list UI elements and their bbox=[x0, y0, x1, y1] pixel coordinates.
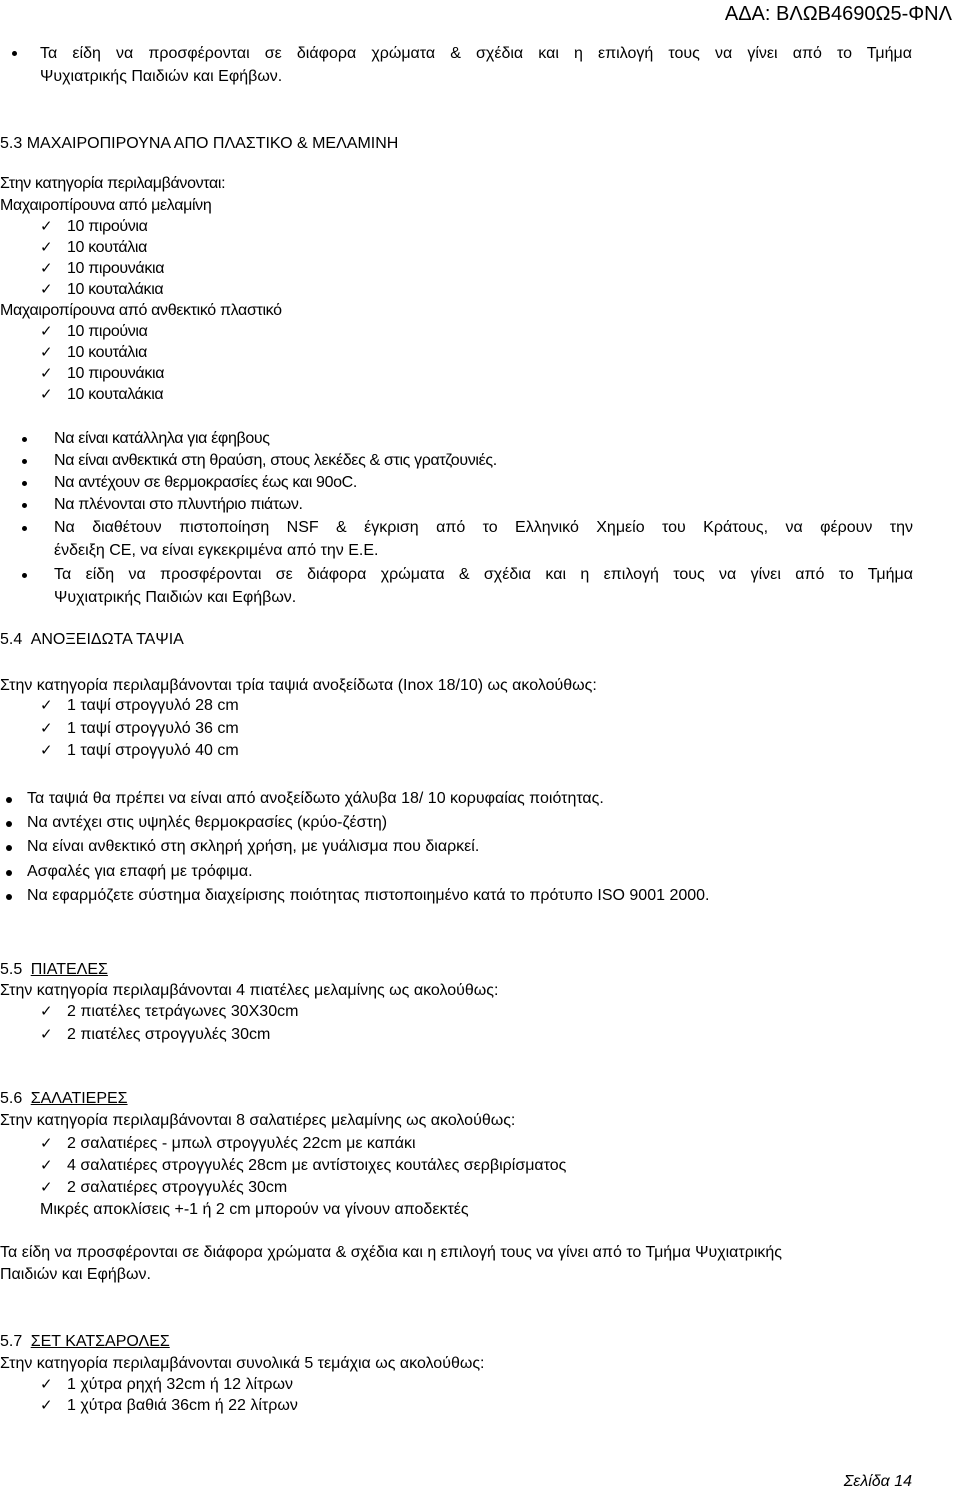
check-icon: ✓ bbox=[40, 238, 53, 256]
list-item: 4 σαλατιέρες στρογγυλές 28cm με αντίστοιχες κουτάλες σερβιρίσματος bbox=[67, 1157, 567, 1174]
list-item: 2 πιατέλες στρογγυλές 30cm bbox=[67, 1026, 271, 1043]
check-icon: ✓ bbox=[40, 217, 53, 235]
list-item: 10 κουταλάκια bbox=[67, 386, 164, 403]
section-number: 5.6 bbox=[0, 1090, 23, 1107]
list-item: 2 σαλατιέρες στρογγυλές 30cm bbox=[67, 1179, 288, 1196]
list-item-colors-line-2: Ψυχιατρικής Παιδιών και Εφήβων. bbox=[54, 589, 297, 606]
group-melamine-title: Μαχαιροπίρουνα από μελαμίνη bbox=[0, 197, 212, 214]
list-item: Να εφαρμόζετε σύστημα διαχείρισης ποιότητας πιστοποιημένο κατά το πρότυπο ISO 9001 2000. bbox=[27, 887, 710, 904]
list-item: 1 ταψί στρογγυλό 36 cm bbox=[67, 720, 239, 737]
check-icon: ✓ bbox=[40, 1025, 53, 1043]
list-item: 10 πιρούνια bbox=[67, 323, 148, 340]
bullet-dot bbox=[6, 821, 12, 827]
list-item: Να είναι ανθεκτικό στη σκληρή χρήση, με γυάλισμα που διαρκεί. bbox=[27, 838, 480, 855]
list-item: 1 ταψί στρογγυλό 28 cm bbox=[67, 697, 239, 714]
page-number: Σελίδα 14 bbox=[843, 1473, 912, 1490]
check-icon: ✓ bbox=[40, 741, 53, 759]
section-5-6-title bbox=[0, 1089, 128, 1108]
bullet-dot bbox=[6, 894, 12, 900]
list-item: 10 πιρουνάκια bbox=[67, 365, 165, 382]
tolerance-note: Μικρές αποκλίσεις +-1 ή 2 cm μπορούν να γίνουν αποδεκτές bbox=[40, 1201, 469, 1218]
colors-note-line-2: Παιδιών και Εφήβων. bbox=[0, 1266, 151, 1283]
list-item-nsf-line-1: Να διαθέτουν πιστοποίηση NSF & έγκριση από το Ελληνικό Χημείο του Κράτους, να φέρουν την bbox=[54, 519, 913, 536]
bullet-dot bbox=[22, 459, 27, 464]
top-bullet-line-1: Τα είδη να προσφέρονται σε διάφορα χρώματα & σχέδια και η επιλογή τους να γίνει από το Τμήμα bbox=[40, 45, 912, 62]
check-icon: ✓ bbox=[40, 719, 53, 737]
list-item: Ασφαλές για επαφή με τρόφιμα. bbox=[27, 863, 253, 880]
section-5-3-intro: Στην κατηγορία περιλαμβάνονται: bbox=[0, 175, 226, 192]
list-item-colors-line-1: Τα είδη να προσφέρονται σε διάφορα χρώματα & σχέδια και η επιλογή τους να γίνει από το Τμήμα bbox=[54, 566, 913, 583]
section-5-5-intro: Στην κατηγορία περιλαμβάνονται 4 πιατέλες μελαμίνης ως ακολούθως: bbox=[0, 982, 499, 999]
check-icon: ✓ bbox=[40, 364, 53, 382]
list-item: 10 πιρούνια bbox=[67, 218, 148, 235]
list-item: 10 κουταλάκια bbox=[67, 281, 164, 298]
bullet-dot bbox=[22, 481, 27, 486]
colors-note-line-1: Τα είδη να προσφέρονται σε διάφορα χρώματα & σχέδια και η επιλογή τους να γίνει από το Τμήμα Ψυχιατρικής bbox=[0, 1244, 782, 1261]
section-name: ΣΑΛΑΤΙΕΡΕΣ bbox=[30, 1090, 128, 1107]
list-item: Να αντέχει στις υψηλές θερμοκρασίες (κρύο-ζέστη) bbox=[27, 814, 388, 831]
list-item: Τα ταψιά θα πρέπει να είναι από ανοξείδωτο χάλυβα 18/ 10 κορυφαίας ποιότητας. bbox=[27, 790, 604, 807]
check-icon: ✓ bbox=[40, 280, 53, 298]
list-item: 10 πιρουνάκια bbox=[67, 260, 165, 277]
bullet-dot bbox=[6, 797, 12, 803]
check-icon: ✓ bbox=[40, 1002, 53, 1020]
section-name: ΑΝΟΞΕΙΔΩΤΑ ΤΑΨΙΑ bbox=[30, 631, 184, 648]
list-item: 1 χύτρα βαθιά 36cm ή 22 λίτρων bbox=[67, 1397, 298, 1414]
section-number: 5.7 bbox=[0, 1333, 23, 1350]
section-name: ΣΕΤ ΚΑΤΣΑΡΟΛΕΣ bbox=[30, 1333, 170, 1350]
bullet-dot bbox=[6, 870, 12, 876]
check-icon: ✓ bbox=[40, 259, 53, 277]
check-icon: ✓ bbox=[40, 1375, 53, 1393]
group-plastic-title: Μαχαιροπίρουνα από ανθεκτικό πλαστικό bbox=[0, 302, 282, 319]
bullet-dot bbox=[22, 573, 27, 578]
section-5-4-title bbox=[0, 630, 184, 649]
bullet-dot bbox=[6, 845, 12, 851]
list-item: 2 σαλατιέρες - μπωλ στρογγυλές 22cm με καπάκι bbox=[67, 1135, 416, 1152]
check-icon: ✓ bbox=[40, 385, 53, 403]
check-icon: ✓ bbox=[40, 1134, 53, 1152]
section-number: 5.4 bbox=[0, 631, 23, 648]
bullet-dot bbox=[12, 51, 17, 56]
check-icon: ✓ bbox=[40, 1396, 53, 1414]
list-item: Να είναι κατάλληλα για έφηβους bbox=[54, 430, 270, 447]
list-item: 10 κουτάλια bbox=[67, 239, 147, 256]
check-icon: ✓ bbox=[40, 343, 53, 361]
section-5-4-intro: Στην κατηγορία περιλαμβάνονται τρία ταψιά ανοξείδωτα (Inox 18/10) ως ακολούθως: bbox=[0, 677, 597, 694]
list-item: 2 πιατέλες τετράγωνες 30X30cm bbox=[67, 1003, 299, 1020]
bullet-dot bbox=[22, 503, 27, 508]
list-item-nsf-line-2: ένδειξη CE, να είναι εγκεκριμένα από την Ε.Ε. bbox=[54, 542, 379, 559]
section-5-7-intro: Στην κατηγορία περιλαμβάνονται συνολικά 5 τεμάχια ως ακολούθως: bbox=[0, 1355, 485, 1372]
bullet-dot bbox=[22, 526, 27, 531]
section-name: ΠΙΑΤΕΛΕΣ bbox=[30, 961, 108, 978]
section-5-7-title bbox=[0, 1332, 170, 1351]
check-icon: ✓ bbox=[40, 1178, 53, 1196]
list-item: Να είναι ανθεκτικά στη θραύση, στους λεκέδες & στις γρατζουνιές. bbox=[54, 452, 497, 469]
check-icon: ✓ bbox=[40, 696, 53, 714]
check-icon: ✓ bbox=[40, 322, 53, 340]
section-5-3-title: 5.3 ΜΑΧΑΙΡΟΠΙΡΟΥΝΑ ΑΠΟ ΠΛΑΣΤΙΚΟ & ΜΕΛΑΜΙΝΗ bbox=[0, 135, 399, 152]
ada-header: ΑΔΑ: ΒΛΩΒ4690Ω5-ΦΝΛ bbox=[724, 3, 952, 25]
section-5-6-intro: Στην κατηγορία περιλαμβάνονται 8 σαλατιέρες μελαμίνης ως ακολούθως: bbox=[0, 1112, 516, 1129]
list-item: 1 χύτρα ρηχή 32cm ή 12 λίτρων bbox=[67, 1376, 293, 1393]
list-item: Να πλένονται στο πλυντήριο πιάτων. bbox=[54, 496, 303, 513]
bullet-dot bbox=[22, 437, 27, 442]
section-number: 5.5 bbox=[0, 961, 23, 978]
list-item: 10 κουτάλια bbox=[67, 344, 147, 361]
list-item: Να αντέχουν σε θερμοκρασίες έως και 90οC. bbox=[54, 474, 357, 491]
list-item: 1 ταψί στρογγυλό 40 cm bbox=[67, 742, 239, 759]
check-icon: ✓ bbox=[40, 1156, 53, 1174]
section-5-5-title bbox=[0, 960, 108, 979]
top-bullet-line-2: Ψυχιατρικής Παιδιών και Εφήβων. bbox=[40, 68, 283, 85]
